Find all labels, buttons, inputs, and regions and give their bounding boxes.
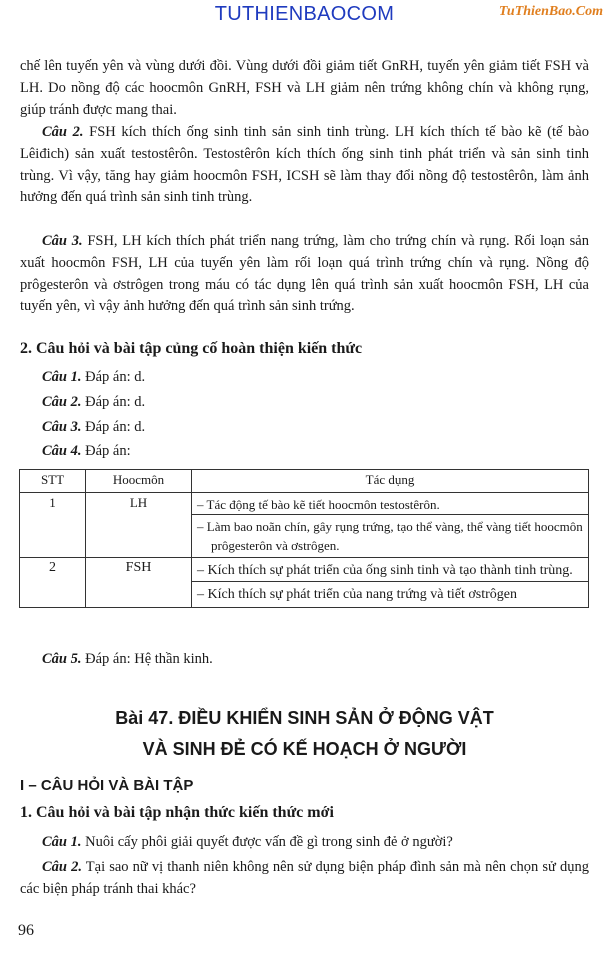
table-row xyxy=(20,558,589,608)
section-title: I – CÂU HỎI VÀ BÀI TẬP xyxy=(20,777,194,794)
table-header-cell: STT xyxy=(20,470,86,493)
question-text: FSH, LH kích thích phát triển nang trứng, làm cho trứng chín và rụng. Rối loạn sản xuất hoocmôn FSH, LH của tuyến yên làm rối loạn quá trình trứng chín và rụng. Nồng độ prôgesterôn và ơstrôgen trong máu có tác dụng lên quá trình sản xuất hoocmôn FSH, LH của tuyến yên, vì vậy ảnh hưởng đến quá trình sản sinh trứng. xyxy=(20,233,589,315)
answer-label: Câu 5. xyxy=(42,651,82,667)
answer-text: Đáp án: d. xyxy=(81,369,146,385)
answer-item xyxy=(42,443,131,460)
lesson-question-2 xyxy=(20,857,589,901)
table-header-cell: Hoocmôn xyxy=(86,470,192,493)
table-cell-hormone: FSH xyxy=(86,558,192,608)
question-text: Nuôi cấy phôi giải quyết được vấn đề gì trong sinh đẻ ở người? xyxy=(81,834,453,850)
answer-text: Đáp án: d. xyxy=(81,394,146,410)
table-cell-stt: 1 xyxy=(20,493,86,558)
question-text: FSH kích thích ống sinh tinh sản sinh tinh trùng. LH kích thích tế bào kẽ (tế bào Lêiđich) sản xuất testostêrôn. Testostêrôn kích thích ống sinh tinh phát triển và sản sinh tinh trùng. Vì vậy, tăng hay giảm hoocmôn FSH, ICSH sẽ làm thay đổi nồng độ testostêrôn, làm ảnh hưởng đến quá trình sản sinh tinh trùng. xyxy=(20,124,589,206)
table-cell-functions xyxy=(192,493,589,558)
section-heading-2: 2. Câu hỏi và bài tập củng cố hoàn thiện kiến thức xyxy=(20,340,363,357)
table-header-cell: Tác dụng xyxy=(192,470,589,493)
site-title: TUTHIENBAOCOM xyxy=(214,3,395,25)
lesson-question-1 xyxy=(20,832,589,854)
answer-label: Câu 3. xyxy=(42,419,82,435)
function-item: – Kích thích sự phát triển của ống sinh tinh và tạo thành tinh trùng. xyxy=(197,563,573,578)
answer-label: Câu 1. xyxy=(42,369,82,385)
table-cell-functions xyxy=(192,558,589,608)
sub-heading: 1. Câu hỏi và bài tập nhận thức kiến thức mới xyxy=(20,804,334,821)
answer-item xyxy=(42,419,145,436)
answer-label: Câu 4. xyxy=(42,443,82,459)
lesson-title-line-1: Bài 47. ĐIỀU KHIỂN SINH SẢN Ở ĐỘNG VẬT xyxy=(115,708,494,728)
question-label: Câu 2. xyxy=(42,859,82,875)
question-label: Câu 3. xyxy=(42,233,83,249)
paragraph-continuation: chế lên tuyến yên và vùng dưới đồi. Vùng dưới đồi giảm tiết GnRH, tuyến yên giảm tiết FSH và LH. Do nồng độ các hoocmôn GnRH, FSH và LH giảm nên trứng không chín và không rụng, giúp tránh được mang thai. xyxy=(20,58,589,118)
table-cell-stt: 2 xyxy=(20,558,86,608)
lesson-title xyxy=(0,703,609,765)
answer-item-5 xyxy=(42,651,213,668)
answer-text: Đáp án: d. xyxy=(81,419,146,435)
answer-label: Câu 2. xyxy=(42,394,82,410)
answer-text: Đáp án: xyxy=(81,443,131,459)
table-header-row xyxy=(20,470,589,493)
question-label: Câu 1. xyxy=(42,834,82,850)
question-text: Tại sao nữ vị thanh niên không nên sử dụng biện pháp đình sản mà nên chọn sử dụng các biện pháp tránh thai khác? xyxy=(20,859,589,897)
paragraph-question-2 xyxy=(20,122,589,209)
question-label: Câu 2. xyxy=(42,124,84,140)
function-item: – Tác động tế bào kẽ tiết hoocmôn testostêrôn. xyxy=(197,497,440,512)
function-item: – Làm bao noãn chín, gây rụng trứng, tạo thể vàng, thể vàng tiết hoocmôn prôgesterôn và ơstrôgen. xyxy=(192,514,588,555)
hormone-table xyxy=(19,469,589,608)
page-number: 96 xyxy=(18,922,34,939)
paragraph-question-3 xyxy=(20,231,589,318)
function-item: – Kích thích sự phát triển của nang trứng và tiết ơstrôgen xyxy=(192,581,588,605)
site-logo: TuThienBao.Com xyxy=(498,4,603,19)
answer-item xyxy=(42,369,145,386)
table-cell-hormone: LH xyxy=(86,493,192,558)
answer-text: Đáp án: Hệ thần kinh. xyxy=(81,651,213,667)
lesson-title-line-2: VÀ SINH ĐẺ CÓ KẾ HOẠCH Ở NGƯỜI xyxy=(142,739,467,759)
table-row xyxy=(20,493,589,558)
answer-item xyxy=(42,394,145,411)
